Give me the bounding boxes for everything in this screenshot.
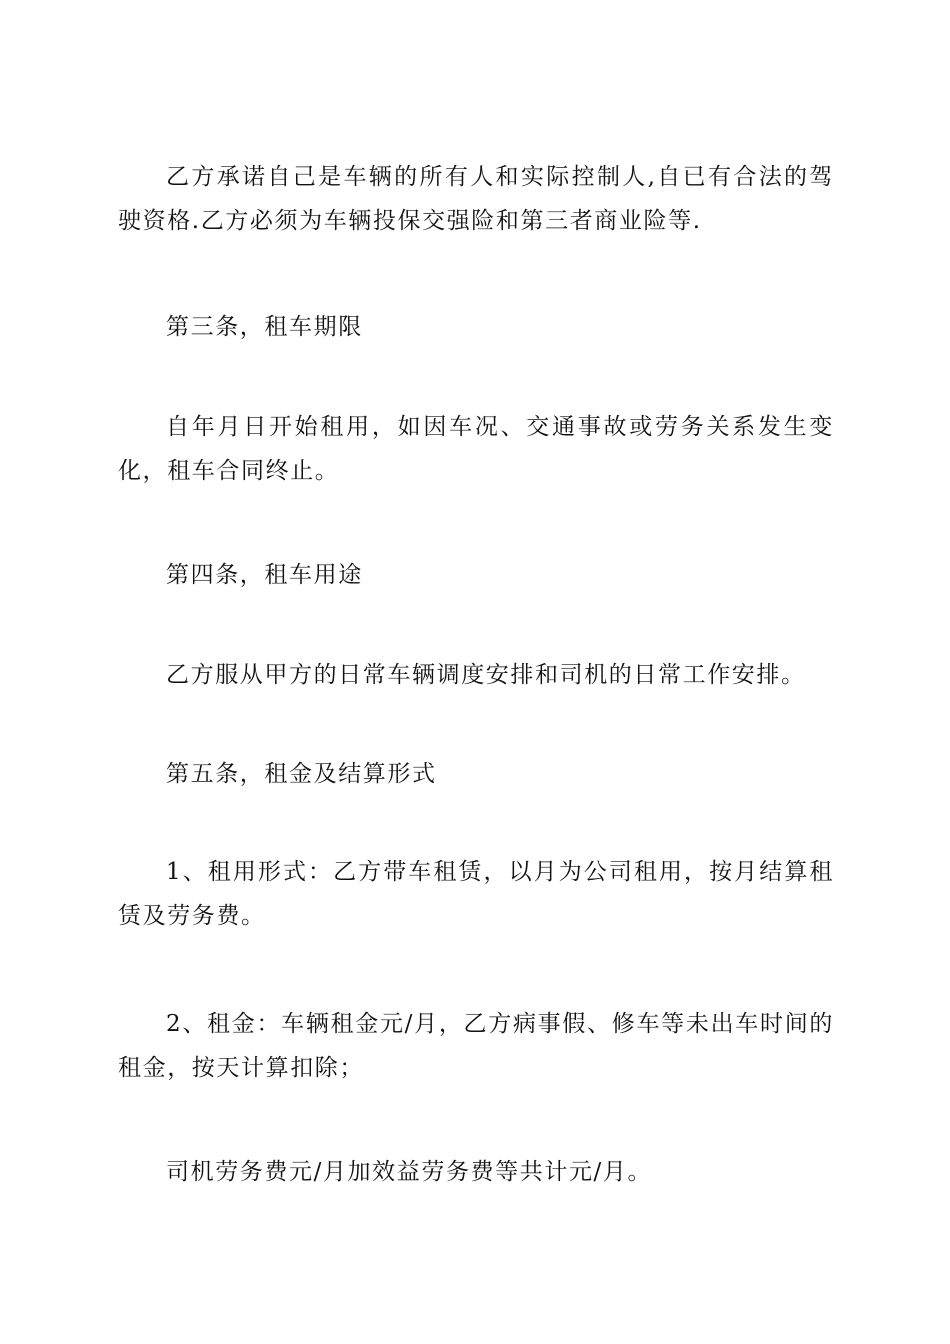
article-3-heading: 第三条，租车期限 <box>166 314 363 340</box>
article-4-heading: 第四条，租车用途 <box>166 562 363 588</box>
paragraph-rent: 2、租金：车辆租金元/月，乙方病事假、修车等未出车时间的租金，按天计算扣除； <box>118 1011 834 1081</box>
article-5-heading: 第五条，租金及结算形式 <box>166 761 437 787</box>
paragraph-rental-period: 自年月日开始租用，如因车况、交通事故或劳务关系发生变化，租车合同终止。 <box>118 414 834 484</box>
paragraph-rental-purpose: 乙方服从甲方的日常车辆调度安排和司机的日常工作安排。 <box>166 662 806 688</box>
paragraph-rental-form: 1、租用形式：乙方带车租赁，以月为公司租用，按月结算租赁及劳务费。 <box>118 859 834 929</box>
paragraph-driver-fee: 司机劳务费元/月加效益劳务费等共计元/月。 <box>166 1159 653 1185</box>
paragraph-vehicle-ownership-commitment: 乙方承诺自己是车辆的所有人和实际控制人,自已有合法的驾驶资格.乙方必须为车辆投保交强险和第三者商业险等. <box>118 164 834 234</box>
